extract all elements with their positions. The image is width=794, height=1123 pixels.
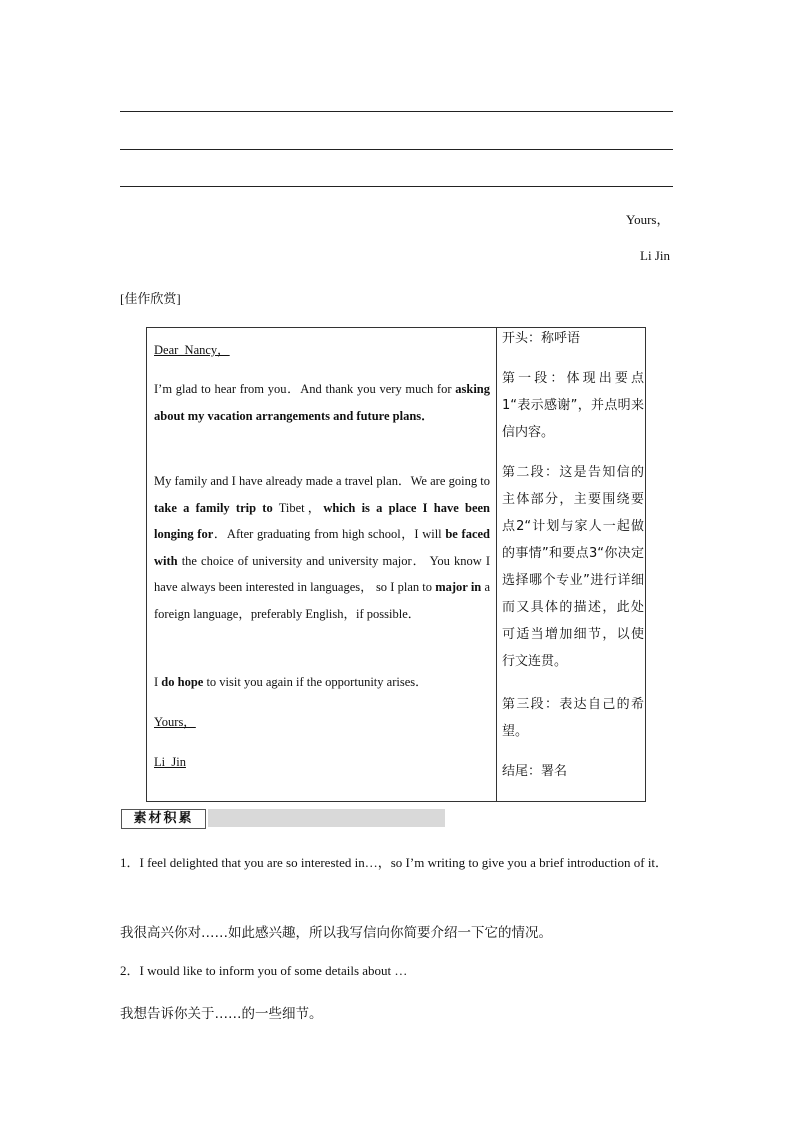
letter-p2-text-5: a foreign language，preferably English，if possible． (154, 580, 490, 621)
letter-p2-text-1: My family and I have already made a travel plan．We are going to (154, 474, 490, 488)
letter-paragraph-3 (154, 669, 490, 696)
letter-p2-bold-2: which is a place I have been longing for (154, 500, 491, 541)
material-2-english: 2．I would like to inform you of some details about … (120, 963, 408, 978)
material-label-bar (208, 809, 445, 827)
section-heading: [佳作欣赏] (120, 291, 181, 306)
note-ending: 结尾：署名 (502, 764, 568, 779)
note-paragraph-3: 第三段：表达自己的希望。 (502, 697, 644, 739)
letter-p1-bold: asking about my vacation arrangements and future plans (154, 382, 490, 423)
material-label: 素材积累 (121, 809, 206, 829)
letter-p2-text-3: ．After graduating from high school，I will (213, 527, 446, 541)
writing-line-2 (120, 149, 673, 150)
writing-line-3 (120, 186, 673, 187)
material-2-chinese: 我想告诉你关于……的一些细节。 (120, 1006, 323, 1022)
closing-name: Li Jin (640, 248, 670, 263)
note-paragraph-1: 第一段：体现出要点1“表示感谢”，并点明来信内容。 (502, 371, 644, 440)
letter-p2-bold-4: major in (435, 580, 482, 594)
closing-sign-off: Yours， (626, 212, 670, 227)
letter-paragraph-2 (154, 468, 490, 627)
letter-p1-text: I’m glad to hear from you．And thank you very much for (154, 382, 456, 396)
letter-p2-text-4: the choice of university and university major． You know I have always been interested in languages， so I plan to (154, 553, 490, 594)
model-letter-table (146, 327, 646, 802)
letter-name: Li_Jin (154, 755, 186, 769)
letter-p2-bold-3: be faced with (154, 527, 491, 568)
letter-p2-text-2: Tibet， (272, 500, 324, 515)
note-opening: 开头：称呼语 (502, 331, 581, 346)
column-divider (496, 328, 497, 801)
material-1-english: 1．I feel delighted that you are so interested in…，so I’m writing to give you a brief introduction of it． (120, 855, 669, 870)
letter-p3-bold: do hope (161, 675, 204, 689)
writing-line-1 (120, 111, 673, 112)
letter-p2-bold-1: take a family trip to (154, 500, 273, 515)
letter-paragraph-1 (154, 376, 490, 429)
letter-p1-end: ． (421, 408, 434, 423)
letter-p3-text-1: I (154, 675, 162, 689)
letter-sign-off: Yours， (154, 715, 196, 729)
material-1-chinese: 我很高兴你对……如此感兴趣，所以我写信向你简要介绍一下它的情况。 (120, 925, 552, 941)
letter-p3-text-2: to visit you again if the opportunity arises． (203, 675, 428, 689)
note-paragraph-2: 第二段：这是告知信的主体部分，主要围绕要点2“计划与家人一起做的事情”和要点3“你决定选择哪个专业”进行详细而又具体的描述，此处可适当增加细节，以使行文连贯。 (502, 465, 644, 669)
letter-salutation: Dear_Nancy， (154, 343, 230, 357)
